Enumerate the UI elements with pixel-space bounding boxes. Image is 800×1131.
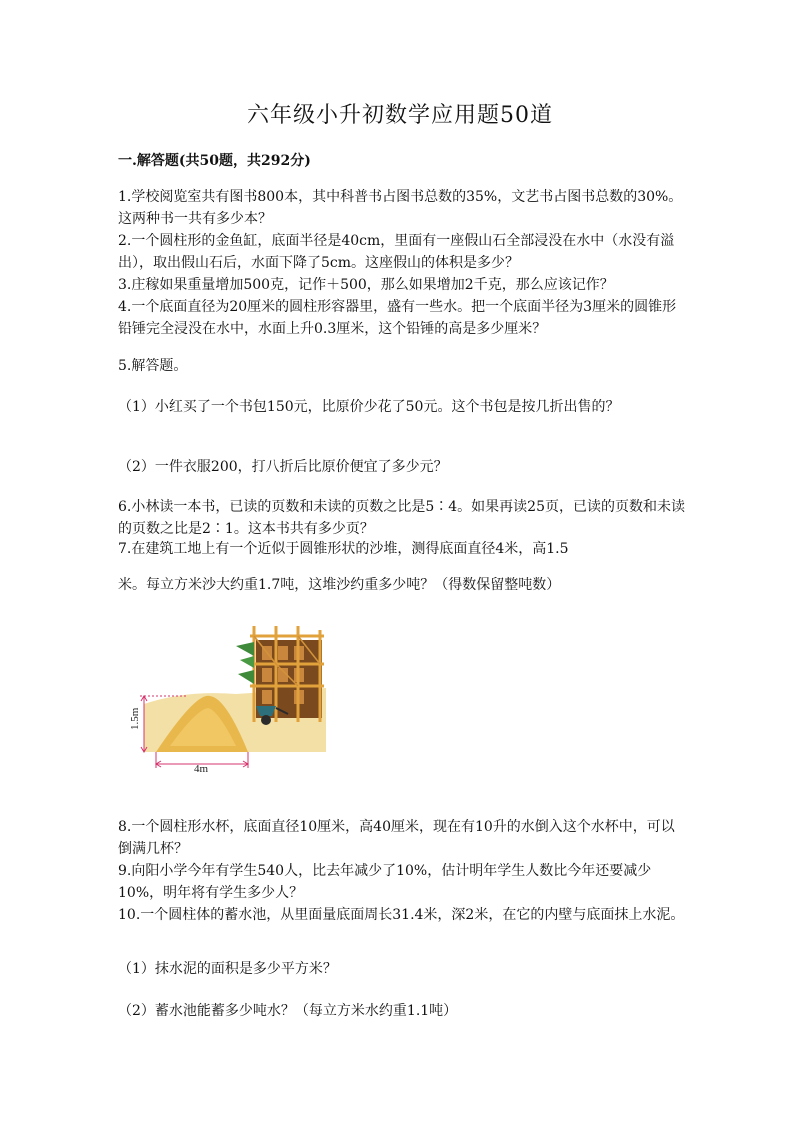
question-5-part-1: （1）小红买了一个书包150元，比原价少花了50元。这个书包是按几折出售的？ (118, 399, 620, 415)
question-10-part-2: （2）蓄水池能蓄多少吨水？（每立方米水约重1.1吨） (118, 1003, 458, 1019)
section-heading: 一.解答题(共50题，共292分) (118, 153, 311, 169)
question-7-line-2: 米。每立方米沙大约重1.7吨，这堆沙约重多少吨？（得数保留整吨数） (118, 577, 561, 593)
question-8: 8.一个圆柱形水杯，底面直径10厘米，高40厘米，现在有10升的水倒入这个水杯中，可以倒满几杯？ (118, 819, 675, 857)
question-10-part-1: （1）抹水泥的面积是多少平方米？ (118, 961, 337, 977)
sand-pile-illustration (126, 618, 334, 776)
question-7-line-1: 7.在建筑工地上有一个近似于圆锥形状的沙堆，测得底面直径4米，高1.5 (118, 541, 569, 557)
question-1: 1.学校阅览室共有图书800本，其中科普书占图书总数的35%，文艺书占图书总数的30%。这两种书一共有多少本？ (118, 189, 683, 227)
question-9: 9.向阳小学今年有学生540人，比去年减少了10%，估计明年学生人数比今年还要减少10%，明年将有学生多少人？ (118, 863, 652, 901)
height-label: 1.5m (129, 707, 141, 730)
question-5-part-2: （2）一件衣服200，打八折后比原价便宜了多少元？ (118, 459, 448, 475)
diameter-label: 4m (194, 763, 209, 775)
question-6: 6.小林读一本书，已读的页数和未读的页数之比是5∶4。如果再读25页，已读的页数和未读的页数之比是2∶1。这本书共有多少页？ (118, 499, 685, 537)
question-5: 5.解答题。 (118, 358, 188, 374)
question-10: 10.一个圆柱体的蓄水池，从里面量底面周长31.4米，深2米，在它的内壁与底面抹上水泥。 (118, 907, 685, 923)
scaffold-net-icon (236, 642, 254, 684)
sand-pile-figure (126, 618, 334, 776)
question-4: 4.一个底面直径为20厘米的圆柱形容器里，盛有一些水。把一个底面半径为3厘米的圆锥形铅锤完全浸没在水中，水面上升0.3厘米，这个铅锤的高是多少厘米？ (118, 299, 677, 337)
question-2: 2.一个圆柱形的金鱼缸，底面半径是40cm，里面有一座假山石全部浸没在水中（水没有溢出），取出假山石后，水面下降了5cm。这座假山的体积是多少？ (118, 233, 675, 271)
question-3: 3.庄稼如果重量增加500克，记作＋500，那么如果增加2千克，那么应该记作？ (118, 277, 614, 293)
page-title: 六年级小升初数学应用题50道 (247, 103, 553, 128)
